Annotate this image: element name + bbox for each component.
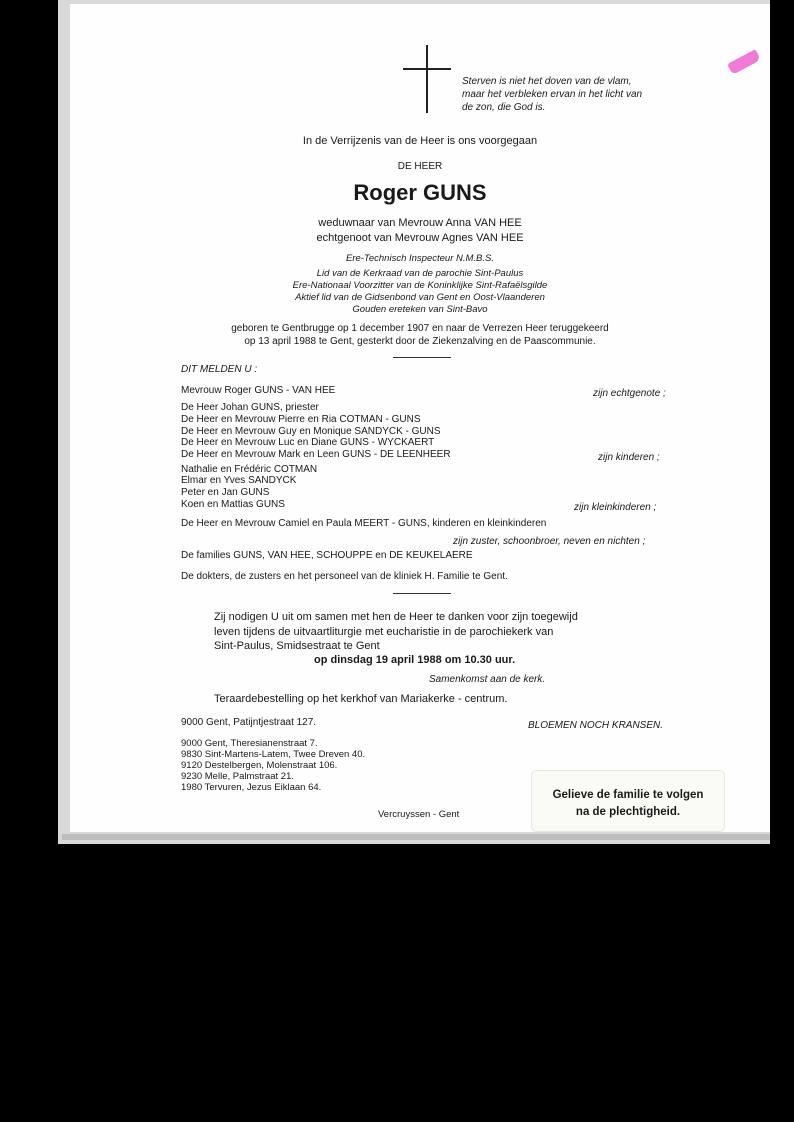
printer-credit: Vercruyssen - Gent xyxy=(378,809,460,820)
child-line: De Heer en Mevrouw Guy en Monique SANDYCK - GUNS xyxy=(181,426,441,437)
title-prefix: DE HEER xyxy=(397,161,443,172)
spouse-line: Mevrouw Roger GUNS - VAN HEE xyxy=(181,385,336,396)
sibling-label: zijn zuster, schoonbroer, neven en nichten ; xyxy=(453,536,646,547)
child-line: De Heer Johan GUNS, priester xyxy=(181,402,319,413)
address-line: 9000 Gent, Theresianenstraat 7. xyxy=(181,738,318,749)
main-address: 9000 Gent, Patijntjestraat 127. xyxy=(181,717,317,728)
child-line: De Heer en Mevrouw Pierre en Ria COTMAN - GUNS xyxy=(181,414,421,425)
sticker-line: na de plechtigheid. xyxy=(575,806,681,818)
invitation-line: Sint-Paulus, Smidsestraat te Gent xyxy=(214,640,380,652)
address-line: 9230 Melle, Palmstraat 21. xyxy=(181,771,295,782)
invitation-line: Zij nodigen U uit om samen met hen de Heer te danken voor zijn toegewijd xyxy=(214,611,578,623)
burial-line: Teraardebestelling op het kerkhof van Mariakerke - centrum. xyxy=(214,693,508,705)
quote-line: de zon, die God is. xyxy=(462,102,546,113)
grandchild-line: Koen en Mattias GUNS xyxy=(181,499,285,510)
quote-line: Sterven is niet het doven van de vlam, xyxy=(462,76,632,87)
scan-background-bottom xyxy=(0,846,794,1122)
flowers-note: BLOEMEN NOCH KRANSEN. xyxy=(528,720,664,731)
birth-death-line: geboren te Gentbrugge op 1 december 1907 en naar de Verrezen Heer teruggekeerd xyxy=(231,323,609,334)
child-line: De Heer en Mevrouw Luc en Diane GUNS - WYCKAERT xyxy=(181,437,435,448)
divider xyxy=(393,357,451,358)
honor-line: Lid van de Kerkraad van de parochie Sint-Paulus xyxy=(316,268,524,279)
child-line: De Heer en Mevrouw Mark en Leen GUNS - DE LEENHEER xyxy=(181,449,451,460)
sibling-line: De Heer en Mevrouw Camiel en Paula MEERT - GUNS, kinderen en kleinkinderen xyxy=(181,518,547,529)
honor-line: Gouden ereteken van Sint-Bavo xyxy=(352,304,488,315)
grandchild-line: Nathalie en Frédéric COTMAN xyxy=(181,464,318,475)
relation-line: echtgenoot van Mevrouw Agnes VAN HEE xyxy=(316,232,524,244)
address-line: 9120 Destelbergen, Molenstraat 106. xyxy=(181,760,338,771)
service-time: op dinsdag 19 april 1988 om 10.30 uur. xyxy=(314,654,516,666)
address-line: 1980 Tervuren, Jezus Eiklaan 64. xyxy=(181,782,322,793)
grandchild-line: Elmar en Yves SANDYCK xyxy=(181,475,297,486)
follow-family-sticker xyxy=(531,770,725,832)
card-bottom-edge xyxy=(62,834,770,840)
quote-line: maar het verbleken ervan in het licht van xyxy=(462,89,643,100)
invitation-line: leven tijdens de uitvaartliturgie met eucharistie in de parochiekerk van xyxy=(214,626,554,638)
sticker-line: Gelieve de familie te volgen xyxy=(552,789,704,801)
deceased-name: Roger GUNS xyxy=(353,180,487,205)
gathering-note: Samenkomst aan de kerk. xyxy=(429,674,546,685)
birth-death-line: op 13 april 1988 te Gent, gesterkt door de Ziekenzalving en de Paascommunie. xyxy=(244,336,596,347)
intro-text: In de Verrijzenis van de Heer is ons voorgegaan xyxy=(302,135,538,147)
grandchildren-label: zijn kleinkinderen ; xyxy=(574,502,657,513)
children-label: zijn kinderen ; xyxy=(598,452,660,463)
spouse-label: zijn echtgenote ; xyxy=(593,388,666,399)
relation-line: weduwnaar van Mevrouw Anna VAN HEE xyxy=(318,217,522,229)
honor-line: Ere-Nationaal Voorzitter van de Koninklijke Sint-Rafaëlsgilde xyxy=(292,280,548,291)
clinic-line: De dokters, de zusters en het personeel van de kliniek H. Familie te Gent. xyxy=(181,571,508,582)
announce-label: DIT MELDEN U : xyxy=(181,364,258,375)
profession: Ere-Technisch Inspecteur N.M.B.S. xyxy=(345,253,494,264)
address-line: 9830 Sint-Martens-Latem, Twee Dreven 40. xyxy=(181,749,366,760)
divider xyxy=(393,593,451,594)
honor-line: Aktief lid van de Gidsenbond van Gent en Oost-Vlaanderen xyxy=(295,292,545,303)
grandchild-line: Peter en Jan GUNS xyxy=(181,487,270,498)
families-line: De families GUNS, VAN HEE, SCHOUPPE en DE KEUKELAERE xyxy=(181,550,473,561)
